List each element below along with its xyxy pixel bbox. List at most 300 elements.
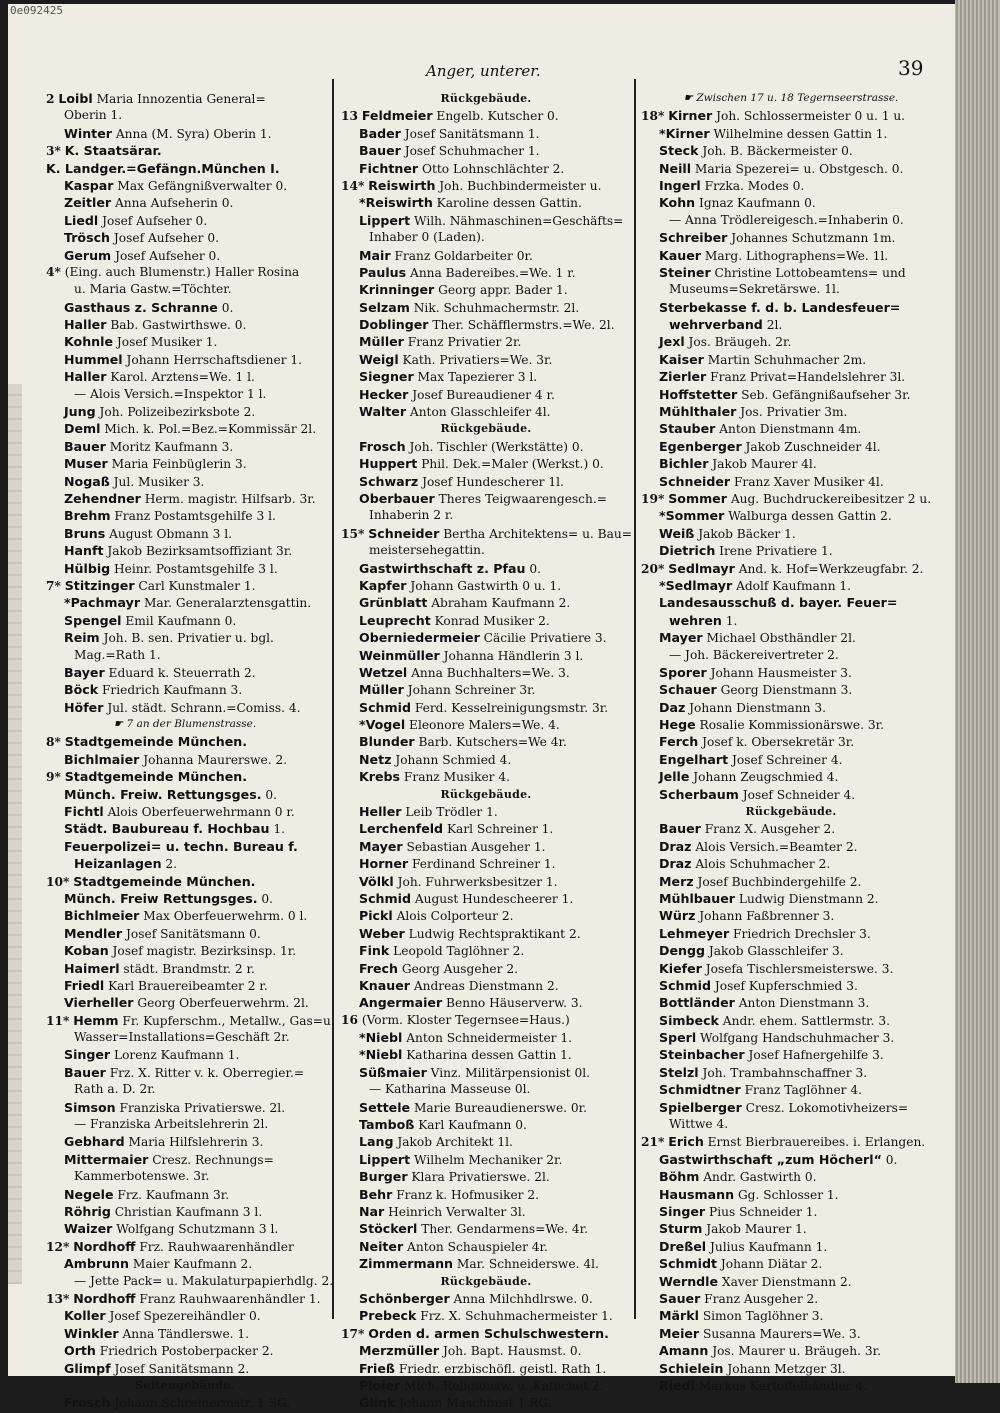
entry-name: Krinninger — [359, 282, 435, 298]
directory-entry — [46, 1255, 324, 1272]
directory-entry — [341, 1394, 631, 1411]
directory-entry — [46, 612, 324, 629]
entry-details: Joh. Schlossermeister 0 u. 1 u. — [716, 109, 906, 124]
entry-details: Jul. Musiker 3. — [113, 474, 205, 489]
directory-entry — [341, 594, 631, 611]
directory-entry — [341, 994, 631, 1011]
entry-details: Max Oberfeuerwehrm. 0 l. — [143, 909, 308, 924]
directory-entry — [46, 681, 324, 698]
entry-details: 0. — [265, 787, 277, 802]
entry-details: Jos. Bräugeh. 2r. — [688, 335, 792, 350]
entry-details: Josef Aufseher 0. — [113, 231, 219, 246]
directory-entry — [641, 125, 941, 142]
entry-name: Gerum — [64, 247, 112, 263]
directory-entry — [641, 629, 941, 646]
entry-details: Rosalie Kommissionärswe. 3r. — [699, 718, 885, 733]
entry-details: 0. — [221, 300, 234, 315]
entry-name: Stelzl — [659, 1064, 699, 1080]
directory-entry — [641, 455, 941, 472]
entry-details: Cresz. Rechnungs= — [152, 1152, 274, 1167]
entry-name: Schwarz — [359, 473, 419, 489]
entry-details: Karl Kaufmann 0. — [418, 1118, 527, 1133]
entry-name: Huppert — [359, 456, 418, 472]
directory-entry — [341, 455, 631, 472]
directory-entry — [641, 1203, 941, 1220]
directory-entry — [46, 490, 324, 507]
entry-details: Franziska Privatierswe. 2l. — [119, 1100, 286, 1115]
entry-details: Mich. Religionsw. u. Katechet 2. — [404, 1378, 604, 1393]
entry-name: Orden d. armen Schulschwestern. — [368, 1325, 609, 1341]
directory-entry — [341, 925, 631, 942]
house-number: 15* — [341, 526, 365, 541]
entry-name: *Reiswirth — [359, 195, 433, 211]
directory-entry — [641, 247, 941, 264]
entry-name: *Sedlmayr — [659, 577, 733, 593]
entry-name: Steck — [659, 143, 699, 159]
directory-entry — [341, 699, 631, 716]
directory-entry — [46, 542, 324, 559]
directory-entry — [641, 333, 941, 350]
entry-name: Gasthaus z. Schranne — [64, 299, 218, 315]
entry-name: Stauber — [659, 421, 716, 437]
entry-name: Riedl — [659, 1377, 695, 1393]
entry-name: Waizer — [64, 1221, 113, 1237]
entry-details: Emil Kaufmann 0. — [125, 613, 237, 628]
entry-name: Schmid — [359, 890, 411, 906]
directory-entry — [46, 786, 324, 803]
entry-details: Bab. Gastwirthswe. 0. — [110, 318, 247, 333]
entry-details: Michael Obsthändler 2l. — [706, 631, 856, 646]
entry-details: Gg. Schlosser 1. — [737, 1187, 839, 1202]
house-number: 12* — [46, 1239, 70, 1254]
directory-entry — [46, 577, 324, 594]
directory-entry — [46, 455, 324, 472]
directory-entry — [341, 560, 631, 577]
entry-details: Franz Taglöhner 4. — [744, 1083, 862, 1098]
street-note: ☛ 7 an der Blumenstrasse. — [113, 718, 257, 731]
entry-name: Friedl — [64, 977, 105, 993]
entry-name: K. Staatsärar. — [64, 143, 162, 159]
house-number: 2 — [46, 92, 55, 106]
directory-entry — [341, 647, 631, 664]
entry-details: Seb. Gefängnißaufseher 3r. — [741, 387, 911, 402]
entry-name: Erich — [668, 1134, 704, 1150]
house-number: 20* — [641, 561, 665, 576]
entry-name: Stadtgemeinde München. — [64, 734, 247, 750]
entry-name: Brehm — [64, 508, 111, 524]
directory-entry — [46, 368, 324, 385]
directory-entry — [341, 907, 631, 924]
entry-name: Knauer — [359, 977, 410, 993]
entry-name: Krebs — [359, 769, 401, 785]
directory-entry — [641, 1273, 941, 1290]
directory-entry — [641, 194, 941, 211]
entry-name: *Niebl — [359, 1047, 403, 1063]
entry-name: Würz — [659, 908, 696, 924]
entry-details: Phil. Dek.=Maler (Werkst.) 0. — [421, 457, 604, 472]
directory-entry — [341, 716, 631, 733]
entry-details: Josef Bureaudiener 4 r. — [412, 387, 555, 402]
house-number: 19* — [641, 491, 665, 506]
entry-name: Ambrunn — [64, 1256, 129, 1272]
entry-name: Lerchenfeld — [359, 821, 444, 837]
directory-entry — [641, 560, 941, 577]
directory-entry — [341, 386, 631, 403]
entry-name: Meier — [659, 1325, 700, 1341]
entry-name: Pickl — [359, 908, 393, 924]
entry-details: Frz. X. Schuhmachermeister 1. — [420, 1309, 613, 1324]
entry-details: Johann Metzger 3l. — [727, 1361, 846, 1376]
entry-name: Sterbekasse f. d. b. Landesfeuer= — [659, 299, 901, 315]
entry-details: (Vorm. Kloster Tegernsee=Haus.) — [361, 1012, 570, 1027]
house-number: 10* — [46, 874, 70, 889]
house-number: 8* — [46, 735, 61, 750]
directory-entry — [341, 1290, 631, 1307]
entry-details: Wilhelmine dessen Gattin 1. — [713, 126, 888, 141]
entry-name: Zimmermann — [359, 1256, 453, 1272]
entry-details: Jakob Bäcker 1. — [698, 526, 796, 541]
entry-details: Alois Oberfeuerwehrmann 0 r. — [107, 805, 295, 820]
entry-name: Dietrich — [659, 543, 716, 559]
entry-details: Ther. Gendarmens=We. 4r. — [421, 1222, 589, 1237]
entry-name: Oberniedermeier — [359, 630, 480, 646]
entry-name: Schielein — [659, 1360, 724, 1376]
entry-details: Ther. Schäfflermstrs.=We. 2l. — [432, 318, 615, 333]
house-number: 18* — [641, 109, 665, 124]
entry-details: Rath a. D. 2r. — [74, 1082, 156, 1097]
directory-entry — [341, 942, 631, 959]
entry-details: Susanna Maurers=We. 3. — [703, 1326, 861, 1341]
directory-entry — [46, 107, 324, 124]
entry-name: Singer — [64, 1047, 111, 1063]
entry-details: Anton Dienstmann 3. — [738, 996, 870, 1011]
entry-details: Alois Versich.=Beamter 2. — [695, 839, 858, 854]
directory-entry — [341, 333, 631, 350]
entry-name: Hege — [659, 717, 696, 733]
entry-name: Kauer — [659, 247, 701, 263]
entry-details: Wolfgang Handschuhmacher 3. — [700, 1031, 895, 1046]
street-note: ☛ Zwischen 17 u. 18 Tegernseerstrasse. — [683, 92, 899, 104]
directory-entry — [641, 820, 941, 837]
entry-details: Wittwe 4. — [669, 1117, 729, 1132]
entry-details: Franz Ausgeher 2. — [704, 1291, 819, 1306]
directory-entry — [641, 403, 941, 420]
entry-name: Fichtner — [359, 160, 419, 176]
entry-details: Franz Xaver Musiker 4l. — [733, 474, 884, 489]
entry-details: Max Gefängnißverwalter 0. — [117, 178, 288, 193]
entry-name: Hausmann — [659, 1186, 735, 1202]
entry-details: — Alois Versich.=Inspektor 1 l. — [74, 386, 267, 401]
entry-details: Theres Teigwaarengesch.= — [438, 491, 607, 506]
directory-entry — [46, 299, 324, 316]
directory-entry — [341, 751, 631, 768]
entry-details: Josef Kupferschmied 3. — [714, 978, 858, 993]
entry-name: *Sommer — [659, 508, 725, 524]
entry-details: Joh. Fuhrwerksbesitzer 1. — [397, 874, 558, 889]
entry-name: Bauer — [64, 438, 106, 454]
directory-entry — [46, 316, 324, 333]
entry-details: Alois Colporteur 2. — [396, 909, 514, 924]
column-3 — [641, 90, 941, 1394]
entry-details: Wilh. Nähmaschinen=Geschäfts= — [414, 213, 624, 228]
entry-name: Lang — [359, 1134, 394, 1150]
entry-name: Dreßel — [659, 1238, 707, 1254]
entry-name: Kiefer — [659, 960, 702, 976]
entry-name: Kohnle — [64, 334, 113, 350]
directory-entry — [341, 1325, 631, 1342]
directory-entry — [641, 386, 941, 403]
entry-name: Schauer — [659, 682, 717, 698]
entry-details: Leib Trödler 1. — [405, 805, 498, 820]
entry-name: Angermaier — [359, 995, 443, 1011]
directory-entry — [641, 420, 941, 437]
entry-details: Mar. Generalarztensgattin. — [143, 596, 312, 611]
entry-name: Merz — [659, 873, 694, 889]
entry-details: Eduard k. Steuerrath 2. — [108, 665, 256, 680]
directory-entry — [341, 473, 631, 490]
directory-entry — [641, 647, 941, 664]
column-rule-2 — [634, 79, 636, 1319]
entry-name: Winkler — [64, 1325, 119, 1341]
entry-name: Sommer — [668, 490, 727, 506]
entry-name: Liedl — [64, 212, 99, 228]
entry-details: Karl Brauereibeamter 2 r. — [108, 978, 268, 993]
entry-details: Maier Kaufmann 2. — [132, 1257, 253, 1272]
section-header: Rückgebäude. — [440, 422, 532, 436]
entry-name: Schmid — [359, 699, 411, 715]
entry-details: Josef Schuhmacher 1. — [404, 144, 540, 159]
entry-details: Maria Innozentia General= — [96, 92, 266, 106]
entry-details: Ferdinand Schreiner 1. — [412, 857, 556, 872]
entry-name: Hoffstetter — [659, 386, 738, 402]
house-number: 4* — [46, 264, 61, 279]
entry-name: Daz — [659, 699, 686, 715]
directory-entry — [46, 1290, 324, 1307]
entry-details: Georg Dienstmann 3. — [720, 683, 853, 698]
entry-details: Kath. Privatiers=We. 3r. — [402, 352, 553, 367]
directory-entry — [341, 281, 631, 298]
entry-details: Joh. Polizeibezirksbote 2. — [99, 405, 256, 420]
entry-name: Jung — [64, 404, 96, 420]
entry-details: Alois Schuhmacher 2. — [695, 857, 831, 872]
entry-name: *Pachmayr — [64, 595, 141, 611]
entry-name: Draz — [659, 856, 692, 872]
directory-entry — [341, 1116, 631, 1133]
directory-entry — [341, 1151, 631, 1168]
entry-name: Scherbaum — [659, 786, 739, 802]
directory-entry — [641, 1307, 941, 1324]
directory-entry — [341, 507, 631, 524]
directory-entry — [641, 907, 941, 924]
directory-entry — [46, 438, 324, 455]
directory-entry — [46, 560, 324, 577]
directory-entry — [46, 90, 324, 107]
directory-entry — [641, 1116, 941, 1133]
entry-details: Andr. ehem. Sattlermstr. 3. — [722, 1013, 890, 1028]
directory-entry — [341, 1012, 631, 1029]
directory-entry — [641, 925, 941, 942]
directory-entry — [46, 1325, 324, 1342]
directory-entry — [641, 577, 941, 594]
entry-name: Höfer — [64, 699, 104, 715]
entry-details: Simon Taglöhner 3. — [702, 1309, 824, 1324]
entry-name: Burger — [359, 1169, 408, 1185]
entry-name: Tamboß — [359, 1117, 415, 1133]
directory-entry — [46, 420, 324, 437]
entry-details: Josef Schneider 4. — [742, 787, 856, 802]
entry-details: Johanna Händlerin 3 l. — [443, 648, 584, 663]
entry-details: Friedrich Postoberpacker 2. — [99, 1344, 274, 1359]
entry-name: *Vogel — [359, 717, 406, 733]
entry-name: Kaspar — [64, 177, 114, 193]
entry-name: Prebeck — [359, 1308, 417, 1324]
entry-name: Behr — [359, 1186, 393, 1202]
entry-name: Röhrig — [64, 1204, 111, 1219]
directory-entry — [46, 160, 324, 177]
entry-name: Frosch — [359, 438, 406, 454]
entry-name: Weber — [359, 925, 405, 941]
entry-details: Herm. magistr. Hilfsarb. 3r. — [144, 491, 316, 506]
directory-entry — [46, 1360, 324, 1377]
entry-details: Wasser=Installations=Geschäft 2r. — [74, 1030, 290, 1045]
entry-details: Inhaber 0 (Laden). — [369, 230, 485, 245]
directory-entry — [641, 1220, 941, 1237]
directory-entry — [46, 942, 324, 959]
directory-entry — [341, 612, 631, 629]
entry-name: Heller — [359, 804, 402, 820]
directory-entry — [341, 1220, 631, 1237]
entry-name: wehren — [669, 612, 722, 628]
entry-details: Anna Aufseherin 0. — [114, 196, 234, 211]
entry-details: Frz. Kaufmann 3r. — [117, 1187, 230, 1202]
entry-details: (Eing. auch Blumenstr.) Haller Rosina — [64, 264, 300, 279]
entry-name: Mühlthaler — [659, 404, 737, 420]
entry-name: Neill — [659, 160, 692, 176]
entry-details: Josef Spezereihändler 0. — [109, 1309, 261, 1324]
entry-name: Frosch — [64, 1395, 111, 1411]
entry-details: Johann Hausmeister 3. — [710, 665, 852, 680]
directory-entry — [641, 1133, 941, 1150]
entry-details: Johann Diätar 2. — [720, 1257, 823, 1272]
entry-name: Hummel — [64, 351, 123, 367]
directory-entry — [641, 107, 941, 124]
entry-details: Jakob Maurer 1. — [706, 1222, 807, 1237]
entry-name: Spengel — [64, 612, 122, 628]
entry-details: Franz Privatier 2r. — [407, 335, 522, 350]
entry-details: Maria Hilfslehrerin 3. — [128, 1135, 264, 1150]
entry-details: Fr. Kupferschm., Metallw., Gas=u. — [122, 1013, 335, 1028]
entry-name: Amann — [659, 1343, 709, 1359]
entry-details: Cresz. Lokomotivheizers= — [745, 1100, 909, 1115]
entry-name: Bader — [359, 125, 401, 141]
directory-entry — [641, 1377, 941, 1394]
entry-details: Frz. Rauhwaarenhändler — [139, 1239, 294, 1254]
entry-details: Lorenz Kaufmann 1. — [114, 1048, 240, 1063]
entry-details: Franz Goldarbeiter 0r. — [394, 248, 533, 263]
entry-details: 0. — [261, 891, 274, 906]
entry-details: Christine Lottobeamtens= und — [714, 265, 906, 280]
entry-name: Bichlmaier — [64, 751, 140, 767]
entry-name: Müller — [359, 334, 404, 350]
directory-entry — [341, 299, 631, 316]
entry-name: Bauer — [659, 821, 701, 837]
directory-entry — [46, 907, 324, 924]
entry-name: Stadtgemeinde München. — [64, 769, 247, 785]
section-header: Rückgebäude. — [745, 805, 837, 819]
directory-entry — [341, 160, 631, 177]
directory-entry — [641, 716, 941, 733]
entry-name: Kaiser — [659, 351, 704, 367]
entry-details: 0. — [529, 561, 541, 576]
directory-entry — [341, 1360, 631, 1377]
entry-details: Josef Buchbindergehilfe 2. — [697, 874, 862, 889]
entry-name: wehrverband — [669, 317, 763, 333]
entry-details: Cäcilie Privatiere 3. — [483, 631, 607, 646]
entry-name: Städt. Baubureau f. Hochbau — [64, 821, 270, 837]
directory-entry — [641, 177, 941, 194]
directory-entry — [641, 490, 941, 507]
entry-name: Schneider — [659, 473, 731, 489]
section-header: Seitengebäude. — [135, 1378, 235, 1392]
house-number: 13* — [46, 1291, 70, 1306]
house-number: 17* — [341, 1326, 365, 1341]
entry-details: Joh. B. Bäckermeister 0. — [702, 144, 853, 159]
directory-entry — [641, 1151, 941, 1168]
directory-entry — [46, 1342, 324, 1359]
entry-details: Friedrich Kaufmann 3. — [101, 683, 243, 698]
entry-name: Muser — [64, 456, 108, 472]
directory-entry — [641, 768, 941, 785]
entry-details: Mar. Schneiderswe. 4l. — [456, 1257, 599, 1272]
directory-entry — [46, 247, 324, 264]
entry-details: Johannes Schutzmann 1m. — [731, 231, 896, 246]
entry-details: Vinz. Militärpensionist 0l. — [430, 1065, 590, 1080]
directory-entry — [46, 194, 324, 211]
entry-details: Konrad Musiker 2. — [434, 613, 550, 628]
directory-entry — [341, 368, 631, 385]
entry-details: Georg Oberfeuerwehrm. 2l. — [137, 996, 309, 1011]
entry-name: Schreiber — [659, 230, 728, 246]
entry-name: Feuerpolizei= u. techn. Bureau f. — [64, 838, 298, 854]
directory-entry — [341, 490, 631, 507]
entry-name: Dengg — [659, 943, 705, 959]
entry-details: Moritz Kaufmann 3. — [109, 439, 234, 454]
house-number: 9* — [46, 770, 61, 785]
directory-entry — [641, 316, 941, 333]
directory-entry — [341, 212, 631, 229]
entry-details: Ernst Bierbrauereibes. i. Erlangen. — [707, 1135, 926, 1150]
directory-entry — [641, 994, 941, 1011]
entry-details: Josefa Tischlersmeisterswe. 3. — [705, 961, 894, 976]
entry-name: Selzam — [359, 299, 410, 315]
entry-details: Mich. k. Pol.=Bez.=Kommissär 2l. — [104, 422, 317, 437]
directory-entry — [46, 994, 324, 1011]
directory-entry — [341, 855, 631, 872]
entry-name: K. Landger.=Gefängn.München I. — [46, 160, 280, 176]
directory-entry — [46, 507, 324, 524]
entry-name: Settele — [359, 1099, 411, 1115]
directory-entry — [341, 960, 631, 977]
entry-details: Joh. Trambahnschaffner 3. — [702, 1065, 868, 1080]
directory-entry — [46, 594, 324, 611]
column-1 — [46, 90, 335, 1412]
directory-entry — [46, 855, 324, 872]
entry-details: Johann Schreinermstr. 1 SG. — [114, 1396, 291, 1411]
directory-entry — [641, 751, 941, 768]
directory-entry — [46, 212, 324, 229]
entry-name: Lehmeyer — [659, 925, 730, 941]
house-number: 7* — [46, 578, 61, 593]
